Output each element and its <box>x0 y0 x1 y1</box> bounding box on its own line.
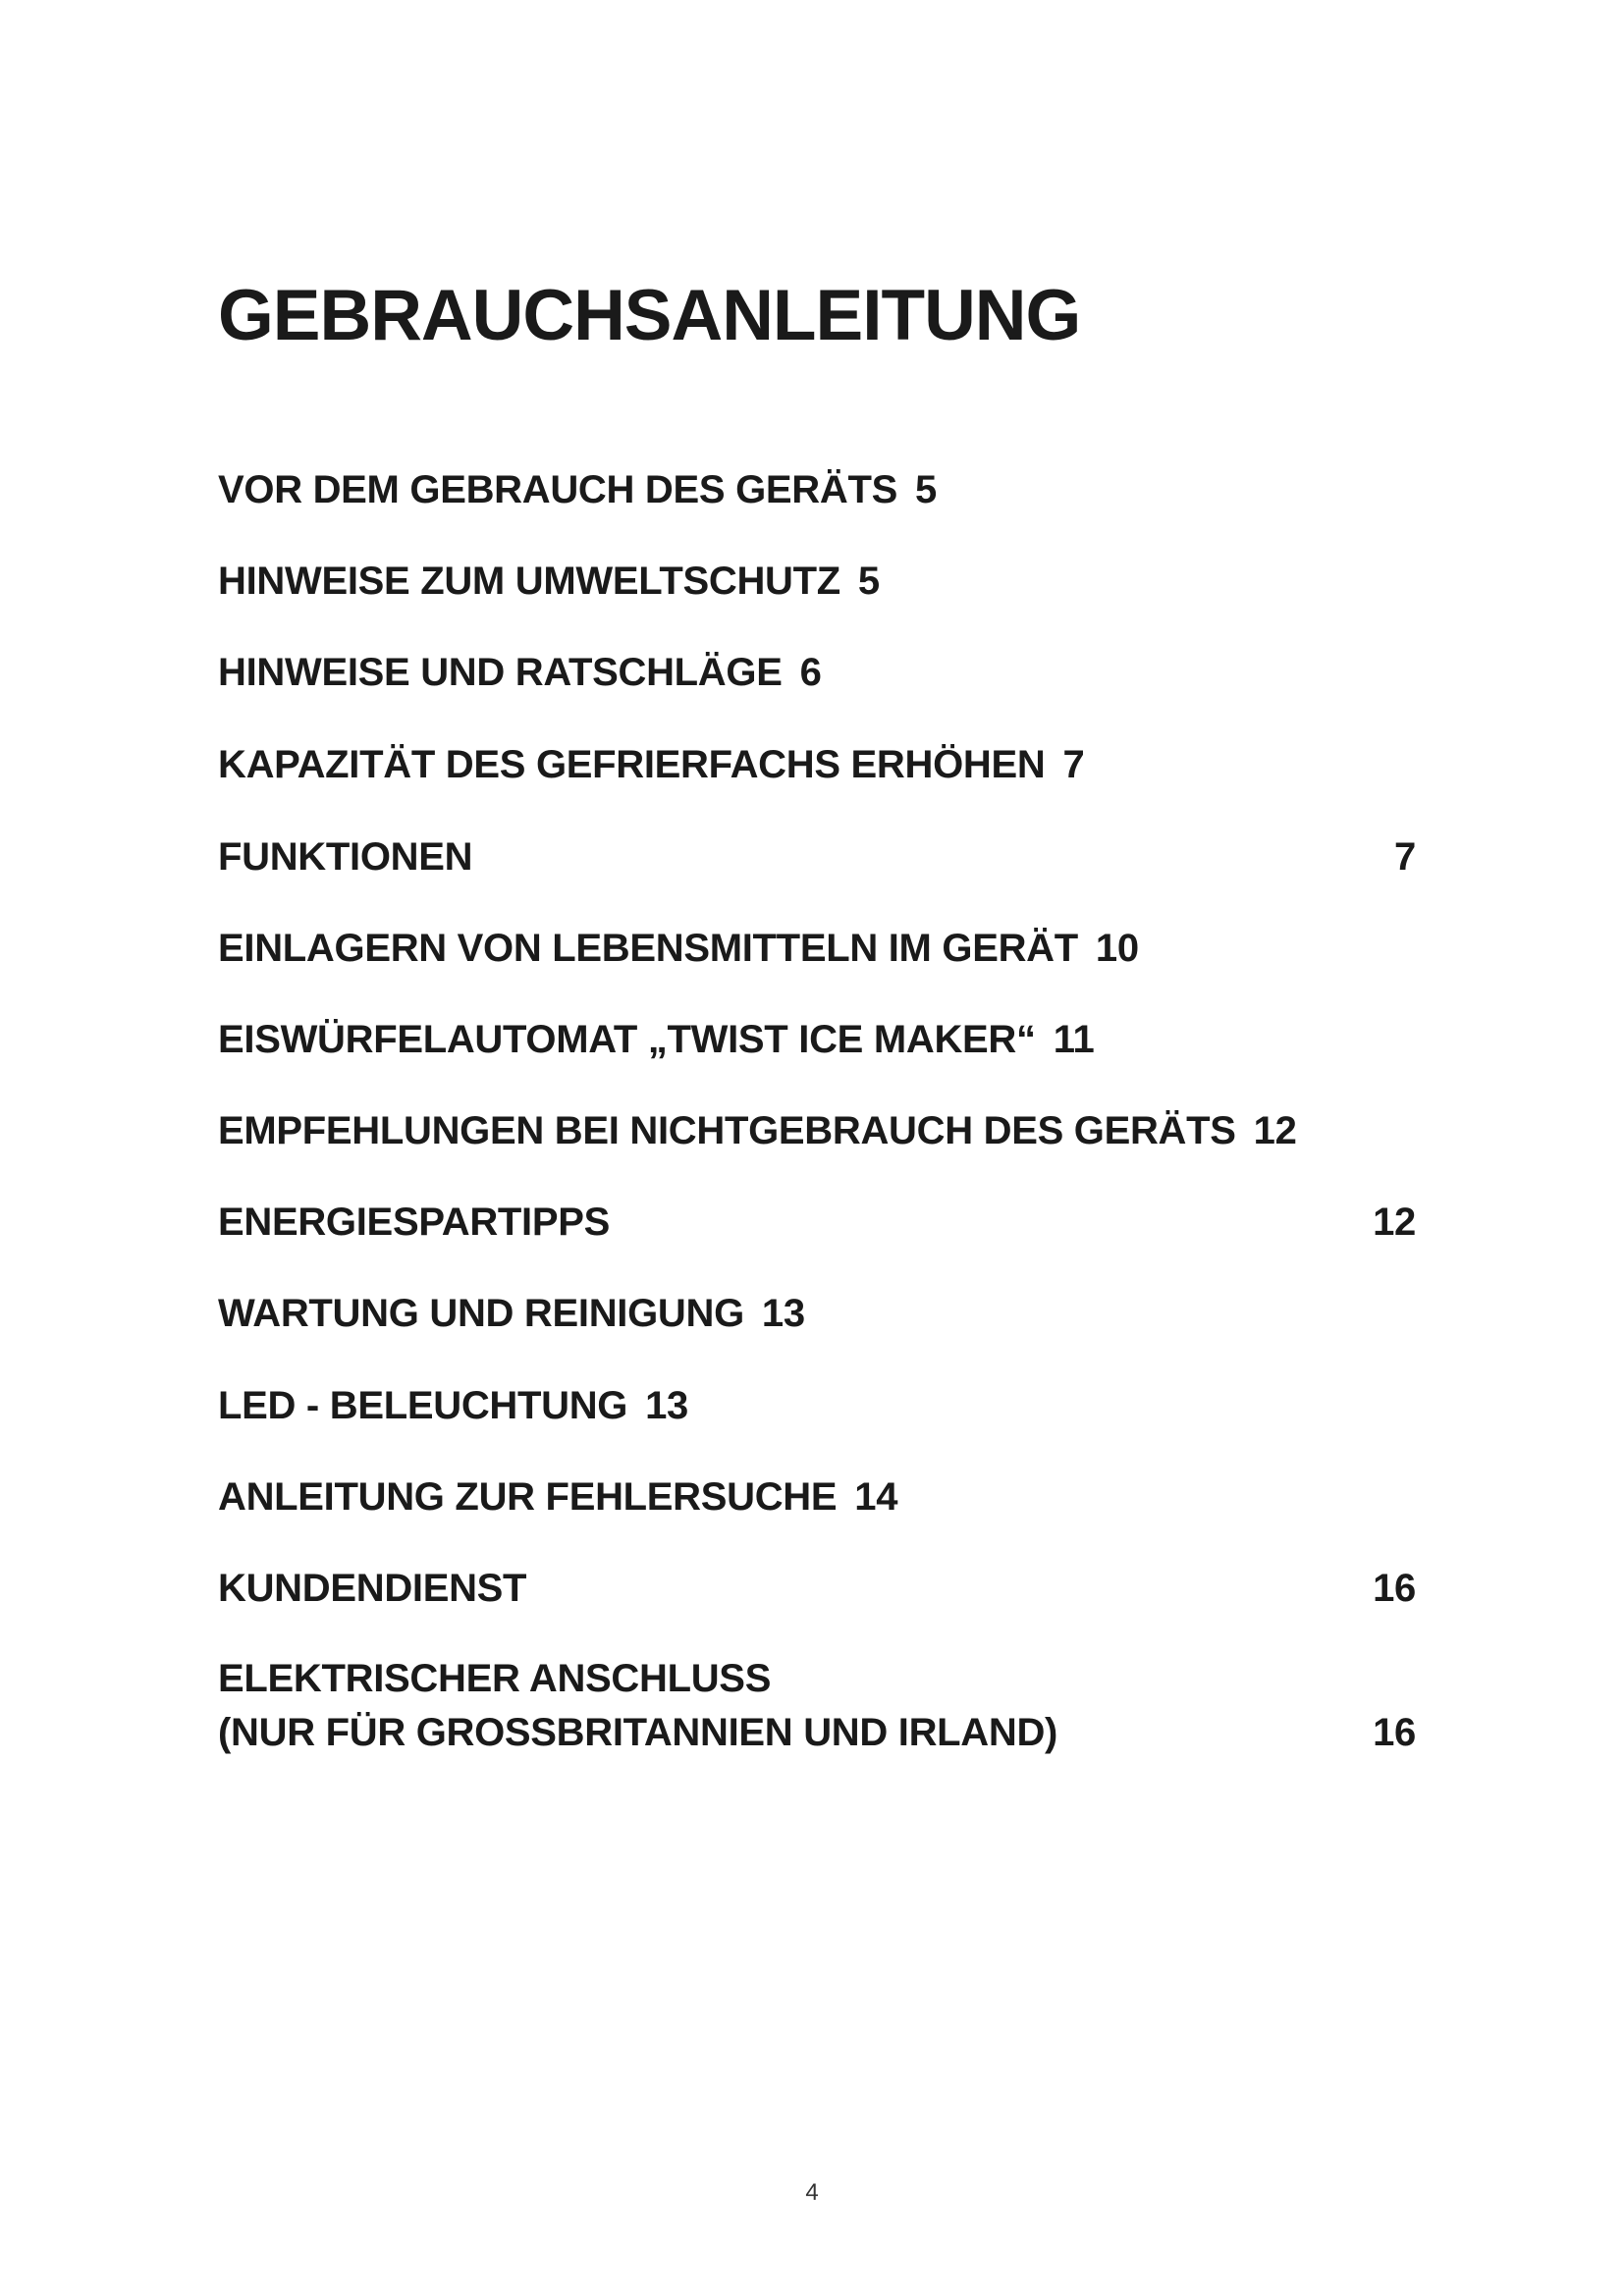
toc-entry[interactable] <box>218 1379 1416 1433</box>
toc-entry-page: 7 <box>1394 835 1416 879</box>
toc-entry[interactable] <box>218 463 1416 517</box>
toc-entry[interactable] <box>218 1562 1416 1616</box>
toc-entry-page: 16 <box>1373 1567 1416 1610</box>
toc-entry-page: 5 <box>857 560 880 603</box>
toc-entry-label: EMPFEHLUNGEN BEI NICHTGEBRAUCH DES GERÄTS <box>218 1109 1236 1152</box>
toc-entry-label: KAPAZITÄT DES GEFRIERFACHS ERHÖHEN <box>218 743 1046 786</box>
toc-entry-page: 13 <box>761 1292 805 1335</box>
toc-entry-label: ELEKTRISCHER ANSCHLUSS <box>218 1657 772 1700</box>
toc-entry-label: ENERGIESPARTIPPS <box>218 1201 610 1244</box>
toc-entry[interactable] <box>218 1652 1416 1760</box>
toc-entry-label: KUNDENDIENST <box>218 1567 527 1610</box>
toc-entry[interactable] <box>218 922 1416 976</box>
toc-entry-label-line2: (NUR FÜR GROSSBRITANNIEN UND IRLAND) <box>218 1711 1058 1754</box>
toc-entry[interactable] <box>218 1470 1416 1524</box>
toc-entry[interactable] <box>218 646 1416 700</box>
toc-entry[interactable] <box>218 555 1416 609</box>
toc-entry[interactable] <box>218 1013 1416 1067</box>
toc-entry[interactable] <box>218 1287 1416 1341</box>
toc-entry-page: 11 <box>1053 1018 1095 1061</box>
toc-entry-label: EISWÜRFELAUTOMAT „TWIST ICE MAKER“ <box>218 1018 1036 1061</box>
toc-entry-label: HINWEISE UND RATSCHLÄGE <box>218 651 783 694</box>
toc-entry-page: 12 <box>1373 1201 1416 1244</box>
toc-entry[interactable] <box>218 1104 1416 1158</box>
toc-entry-label: LED - BELEUCHTUNG <box>218 1384 628 1427</box>
toc-entry-label: HINWEISE ZUM UMWELTSCHUTZ <box>218 560 840 603</box>
toc-entry[interactable] <box>218 830 1416 884</box>
toc-entry-page: 16 <box>1373 1711 1416 1754</box>
toc-entry-page: 7 <box>1062 743 1085 786</box>
toc-entry-page: 5 <box>914 468 937 511</box>
toc-entry-page: 14 <box>854 1475 898 1519</box>
page-title: GEBRAUCHSANLEITUNG <box>218 276 1081 355</box>
toc-entry-page: 6 <box>799 651 822 694</box>
toc-entry[interactable] <box>218 1196 1416 1250</box>
toc-entry-page: 10 <box>1095 927 1139 970</box>
page-number: 4 <box>805 2179 819 2206</box>
toc-entry-page: 12 <box>1253 1109 1297 1152</box>
toc-entry-label: VOR DEM GEBRAUCH DES GERÄTS <box>218 468 897 511</box>
toc-entry-label: FUNKTIONEN <box>218 835 473 879</box>
toc-entry[interactable] <box>218 738 1416 792</box>
toc-entry-page: 13 <box>645 1384 689 1427</box>
toc-entry-label: EINLAGERN VON LEBENSMITTELN IM GERÄT <box>218 927 1078 970</box>
toc-entry-label: WARTUNG UND REINIGUNG <box>218 1292 744 1335</box>
toc-entry-label: ANLEITUNG ZUR FEHLERSUCHE <box>218 1475 838 1519</box>
